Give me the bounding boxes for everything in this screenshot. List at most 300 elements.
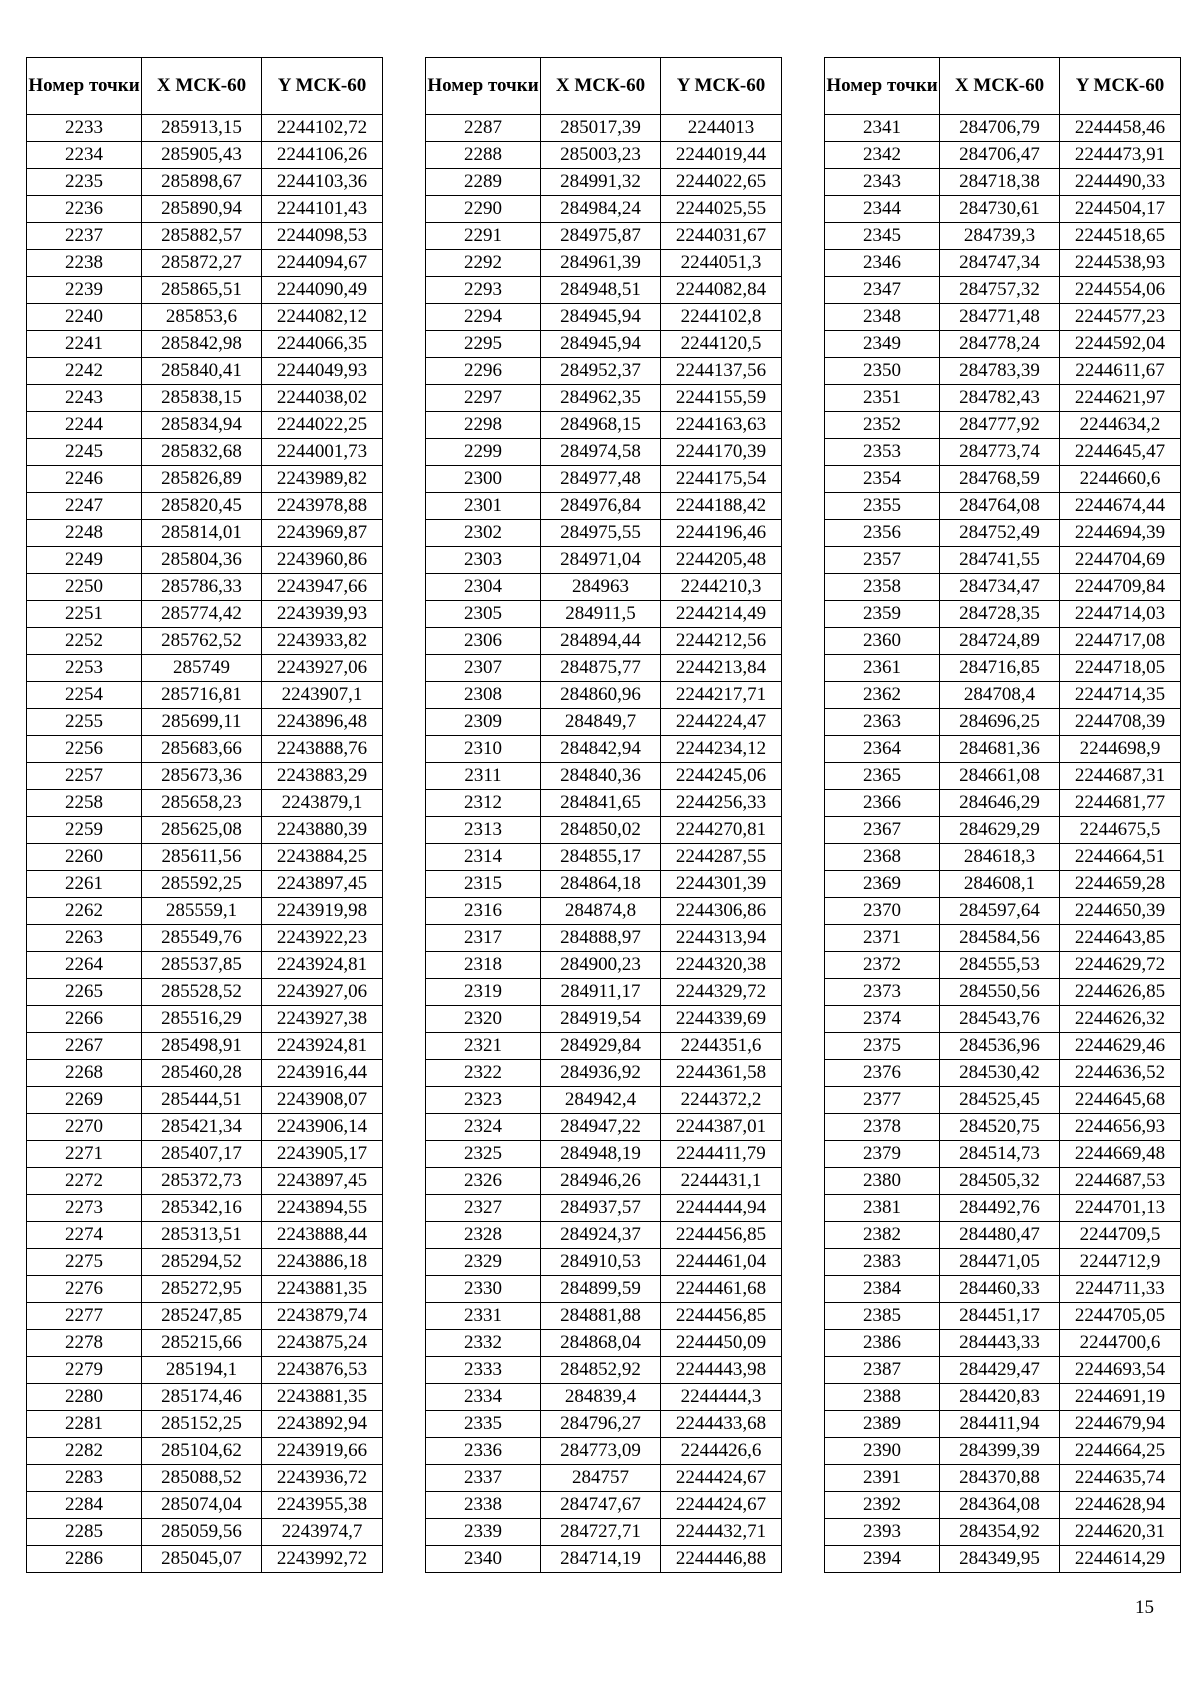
table-row [27, 493, 383, 520]
y-coordinate-cell: 2244628,94 [1060, 1492, 1181, 1519]
table-row [27, 736, 383, 763]
table-row [426, 1438, 782, 1465]
coordinate-table-2 [425, 57, 782, 1573]
y-coordinate-cell: 2244700,6 [1060, 1330, 1181, 1357]
table-row [426, 601, 782, 628]
point-number-cell: 2359 [825, 601, 940, 628]
table-row [825, 493, 1181, 520]
x-coordinate-cell: 285421,34 [142, 1114, 262, 1141]
table-row [825, 520, 1181, 547]
y-coordinate-cell: 2244643,85 [1060, 925, 1181, 952]
y-coordinate-cell: 2244714,03 [1060, 601, 1181, 628]
x-coordinate-cell: 284888,97 [541, 925, 661, 952]
y-coordinate-cell: 2244709,84 [1060, 574, 1181, 601]
x-coordinate-cell: 284629,29 [940, 817, 1060, 844]
x-coordinate-cell: 285313,51 [142, 1222, 262, 1249]
table-row [426, 790, 782, 817]
point-number-cell: 2370 [825, 898, 940, 925]
point-number-cell: 2297 [426, 385, 541, 412]
y-coordinate-cell: 2244456,85 [661, 1303, 782, 1330]
y-coordinate-cell: 2244001,73 [262, 439, 383, 466]
table-row [825, 709, 1181, 736]
x-coordinate-cell: 284936,92 [541, 1060, 661, 1087]
point-number-cell: 2237 [27, 223, 142, 250]
y-coordinate-cell: 2244098,53 [262, 223, 383, 250]
table-row [426, 304, 782, 331]
y-coordinate-cell: 2243886,18 [262, 1249, 383, 1276]
table-row [27, 1411, 383, 1438]
y-coordinate-cell: 2244101,43 [262, 196, 383, 223]
x-coordinate-cell: 284608,1 [940, 871, 1060, 898]
table-body [825, 115, 1181, 1573]
table-row [825, 1114, 1181, 1141]
point-number-cell: 2357 [825, 547, 940, 574]
x-coordinate-cell: 285814,01 [142, 520, 262, 547]
table-row [825, 628, 1181, 655]
table-row [825, 412, 1181, 439]
point-number-cell: 2264 [27, 952, 142, 979]
y-coordinate-cell: 2244538,93 [1060, 250, 1181, 277]
table-row [27, 1195, 383, 1222]
x-coordinate-cell: 284741,55 [940, 547, 1060, 574]
y-coordinate-cell: 2243947,66 [262, 574, 383, 601]
table-row [27, 304, 383, 331]
x-coordinate-cell: 284354,92 [940, 1519, 1060, 1546]
point-number-cell: 2267 [27, 1033, 142, 1060]
y-coordinate-cell: 2244674,44 [1060, 493, 1181, 520]
table-row [27, 1357, 383, 1384]
table-row [27, 142, 383, 169]
x-coordinate-cell: 284706,79 [940, 115, 1060, 142]
y-coordinate-cell: 2244461,68 [661, 1276, 782, 1303]
y-coordinate-cell: 2244645,68 [1060, 1087, 1181, 1114]
y-coordinate-cell: 2243883,29 [262, 763, 383, 790]
point-number-cell: 2280 [27, 1384, 142, 1411]
y-coordinate-cell: 2244664,51 [1060, 844, 1181, 871]
table-row [27, 520, 383, 547]
y-coordinate-cell: 2244461,04 [661, 1249, 782, 1276]
point-number-cell: 2263 [27, 925, 142, 952]
y-coordinate-cell: 2244214,49 [661, 601, 782, 628]
point-number-cell: 2336 [426, 1438, 541, 1465]
table-row [426, 1006, 782, 1033]
x-coordinate-cell: 284451,17 [940, 1303, 1060, 1330]
y-coordinate-cell: 2244411,79 [661, 1141, 782, 1168]
table-row [426, 439, 782, 466]
table-row [27, 169, 383, 196]
table-row [426, 1033, 782, 1060]
point-number-cell: 2331 [426, 1303, 541, 1330]
table-row [825, 358, 1181, 385]
point-number-cell: 2300 [426, 466, 541, 493]
point-number-cell: 2262 [27, 898, 142, 925]
y-coordinate-cell: 2243897,45 [262, 871, 383, 898]
point-number-cell: 2307 [426, 655, 541, 682]
x-coordinate-cell: 285762,52 [142, 628, 262, 655]
point-number-cell: 2392 [825, 1492, 940, 1519]
point-number-cell: 2304 [426, 574, 541, 601]
x-coordinate-cell: 285882,57 [142, 223, 262, 250]
table-row [27, 358, 383, 385]
table-row [27, 1060, 383, 1087]
table-row [426, 979, 782, 1006]
point-number-cell: 2290 [426, 196, 541, 223]
point-number-cell: 2234 [27, 142, 142, 169]
y-coordinate-cell: 2243989,82 [262, 466, 383, 493]
x-coordinate-cell: 284796,27 [541, 1411, 661, 1438]
point-number-cell: 2265 [27, 979, 142, 1006]
point-number-cell: 2305 [426, 601, 541, 628]
point-number-cell: 2293 [426, 277, 541, 304]
point-number-cell: 2383 [825, 1249, 940, 1276]
point-number-cell: 2316 [426, 898, 541, 925]
y-coordinate-cell: 2244659,28 [1060, 871, 1181, 898]
y-coordinate-cell: 2244698,9 [1060, 736, 1181, 763]
x-coordinate-cell: 284681,36 [940, 736, 1060, 763]
point-number-cell: 2308 [426, 682, 541, 709]
x-coordinate-cell: 284618,3 [940, 844, 1060, 871]
table-row [27, 871, 383, 898]
table-row [825, 952, 1181, 979]
header-point-number: Номер точки [825, 58, 940, 115]
point-number-cell: 2295 [426, 331, 541, 358]
y-coordinate-cell: 2244213,84 [661, 655, 782, 682]
y-coordinate-cell: 2244022,25 [262, 412, 383, 439]
point-number-cell: 2286 [27, 1546, 142, 1573]
x-coordinate-cell: 284514,73 [940, 1141, 1060, 1168]
table-row [825, 925, 1181, 952]
point-number-cell: 2361 [825, 655, 940, 682]
y-coordinate-cell: 2244424,67 [661, 1465, 782, 1492]
x-coordinate-cell: 284968,15 [541, 412, 661, 439]
y-coordinate-cell: 2244051,3 [661, 250, 782, 277]
y-coordinate-cell: 2244102,72 [262, 115, 383, 142]
table-row [825, 1033, 1181, 1060]
point-number-cell: 2299 [426, 439, 541, 466]
y-coordinate-cell: 2244675,5 [1060, 817, 1181, 844]
x-coordinate-cell: 285716,81 [142, 682, 262, 709]
table-row [825, 844, 1181, 871]
y-coordinate-cell: 2244287,55 [661, 844, 782, 871]
table-row [426, 1060, 782, 1087]
point-number-cell: 2318 [426, 952, 541, 979]
table-row [825, 250, 1181, 277]
x-coordinate-cell: 285890,94 [142, 196, 262, 223]
point-number-cell: 2358 [825, 574, 940, 601]
x-coordinate-cell: 285407,17 [142, 1141, 262, 1168]
x-coordinate-cell: 285444,51 [142, 1087, 262, 1114]
table-row [27, 601, 383, 628]
x-coordinate-cell: 285272,95 [142, 1276, 262, 1303]
x-coordinate-cell: 284864,18 [541, 871, 661, 898]
table-body [426, 115, 782, 1573]
point-number-cell: 2235 [27, 169, 142, 196]
table-row [825, 1330, 1181, 1357]
x-coordinate-cell: 285834,94 [142, 412, 262, 439]
x-coordinate-cell: 285865,51 [142, 277, 262, 304]
point-number-cell: 2391 [825, 1465, 940, 1492]
y-coordinate-cell: 2244245,06 [661, 763, 782, 790]
table-row [426, 142, 782, 169]
y-coordinate-cell: 2243933,82 [262, 628, 383, 655]
table-row [426, 898, 782, 925]
x-coordinate-cell: 284530,42 [940, 1060, 1060, 1087]
y-coordinate-cell: 2244718,05 [1060, 655, 1181, 682]
table-row [27, 547, 383, 574]
y-coordinate-cell: 2243919,98 [262, 898, 383, 925]
table-row [426, 1087, 782, 1114]
table-row [27, 1519, 383, 1546]
x-coordinate-cell: 284708,4 [940, 682, 1060, 709]
y-coordinate-cell: 2244444,3 [661, 1384, 782, 1411]
table-row [426, 1330, 782, 1357]
table-row [27, 1249, 383, 1276]
y-coordinate-cell: 2244681,77 [1060, 790, 1181, 817]
table-row [825, 1222, 1181, 1249]
x-coordinate-cell: 284584,56 [940, 925, 1060, 952]
y-coordinate-cell: 2243894,55 [262, 1195, 383, 1222]
point-number-cell: 2382 [825, 1222, 940, 1249]
x-coordinate-cell: 285832,68 [142, 439, 262, 466]
x-coordinate-cell: 284855,17 [541, 844, 661, 871]
x-coordinate-cell: 284881,88 [541, 1303, 661, 1330]
header-x-coordinate: X МСК-60 [541, 58, 661, 115]
table-row [426, 1303, 782, 1330]
y-coordinate-cell: 2244049,93 [262, 358, 383, 385]
y-coordinate-cell: 2243960,86 [262, 547, 383, 574]
x-coordinate-cell: 284948,19 [541, 1141, 661, 1168]
y-coordinate-cell: 2244339,69 [661, 1006, 782, 1033]
table-row [426, 169, 782, 196]
x-coordinate-cell: 284460,33 [940, 1276, 1060, 1303]
table-row [27, 277, 383, 304]
header-y-coordinate: Y МСК-60 [262, 58, 383, 115]
point-number-cell: 2248 [27, 520, 142, 547]
point-number-cell: 2324 [426, 1114, 541, 1141]
y-coordinate-cell: 2244687,31 [1060, 763, 1181, 790]
y-coordinate-cell: 2244717,08 [1060, 628, 1181, 655]
x-coordinate-cell: 285528,52 [142, 979, 262, 1006]
x-coordinate-cell: 285460,28 [142, 1060, 262, 1087]
x-coordinate-cell: 284471,05 [940, 1249, 1060, 1276]
y-coordinate-cell: 2244450,09 [661, 1330, 782, 1357]
point-number-cell: 2249 [27, 547, 142, 574]
y-coordinate-cell: 2244320,38 [661, 952, 782, 979]
table-row [426, 493, 782, 520]
table-row [825, 547, 1181, 574]
y-coordinate-cell: 2243876,53 [262, 1357, 383, 1384]
table-row [27, 925, 383, 952]
x-coordinate-cell: 284747,67 [541, 1492, 661, 1519]
table-row [426, 736, 782, 763]
x-coordinate-cell: 284492,76 [940, 1195, 1060, 1222]
y-coordinate-cell: 2244372,2 [661, 1087, 782, 1114]
y-coordinate-cell: 2243888,44 [262, 1222, 383, 1249]
table-row [825, 817, 1181, 844]
point-number-cell: 2294 [426, 304, 541, 331]
x-coordinate-cell: 284443,33 [940, 1330, 1060, 1357]
y-coordinate-cell: 2243907,1 [262, 682, 383, 709]
y-coordinate-cell: 2244306,86 [661, 898, 782, 925]
y-coordinate-cell: 2244669,48 [1060, 1141, 1181, 1168]
table-row [426, 1384, 782, 1411]
x-coordinate-cell: 285611,56 [142, 844, 262, 871]
table-body [27, 115, 383, 1573]
point-number-cell: 2238 [27, 250, 142, 277]
y-coordinate-cell: 2244705,05 [1060, 1303, 1181, 1330]
point-number-cell: 2257 [27, 763, 142, 790]
x-coordinate-cell: 284724,89 [940, 628, 1060, 655]
x-coordinate-cell: 285786,33 [142, 574, 262, 601]
x-coordinate-cell: 285294,52 [142, 1249, 262, 1276]
x-coordinate-cell: 284349,95 [940, 1546, 1060, 1573]
table-row [426, 547, 782, 574]
table-row [27, 1087, 383, 1114]
point-number-cell: 2259 [27, 817, 142, 844]
x-coordinate-cell: 284728,35 [940, 601, 1060, 628]
point-number-cell: 2236 [27, 196, 142, 223]
point-number-cell: 2245 [27, 439, 142, 466]
table-row [426, 1357, 782, 1384]
table-row [825, 223, 1181, 250]
point-number-cell: 2349 [825, 331, 940, 358]
table-row [426, 520, 782, 547]
table-row [825, 790, 1181, 817]
point-number-cell: 2343 [825, 169, 940, 196]
x-coordinate-cell: 285853,6 [142, 304, 262, 331]
y-coordinate-cell: 2244634,2 [1060, 412, 1181, 439]
point-number-cell: 2319 [426, 979, 541, 1006]
y-coordinate-cell: 2244137,56 [661, 358, 782, 385]
y-coordinate-cell: 2244019,44 [661, 142, 782, 169]
point-number-cell: 2373 [825, 979, 940, 1006]
x-coordinate-cell: 285872,27 [142, 250, 262, 277]
x-coordinate-cell: 285559,1 [142, 898, 262, 925]
point-number-cell: 2351 [825, 385, 940, 412]
x-coordinate-cell: 284727,71 [541, 1519, 661, 1546]
x-coordinate-cell: 284752,49 [940, 520, 1060, 547]
x-coordinate-cell: 284505,32 [940, 1168, 1060, 1195]
point-number-cell: 2372 [825, 952, 940, 979]
y-coordinate-cell: 2243936,72 [262, 1465, 383, 1492]
table-row [825, 1087, 1181, 1114]
table-row [426, 628, 782, 655]
point-number-cell: 2371 [825, 925, 940, 952]
point-number-cell: 2329 [426, 1249, 541, 1276]
x-coordinate-cell: 284948,51 [541, 277, 661, 304]
point-number-cell: 2258 [27, 790, 142, 817]
table-row [825, 142, 1181, 169]
coordinate-table-3 [824, 57, 1181, 1573]
y-coordinate-cell: 2244446,88 [661, 1546, 782, 1573]
y-coordinate-cell: 2244234,12 [661, 736, 782, 763]
point-number-cell: 2394 [825, 1546, 940, 1573]
coordinate-table-1 [26, 57, 383, 1573]
y-coordinate-cell: 2244626,85 [1060, 979, 1181, 1006]
point-number-cell: 2327 [426, 1195, 541, 1222]
point-number-cell: 2256 [27, 736, 142, 763]
point-number-cell: 2378 [825, 1114, 940, 1141]
x-coordinate-cell: 284911,5 [541, 601, 661, 628]
y-coordinate-cell: 2243881,35 [262, 1276, 383, 1303]
table-row [426, 1222, 782, 1249]
x-coordinate-cell: 284924,37 [541, 1222, 661, 1249]
x-coordinate-cell: 284364,08 [940, 1492, 1060, 1519]
x-coordinate-cell: 284480,47 [940, 1222, 1060, 1249]
x-coordinate-cell: 284646,29 [940, 790, 1060, 817]
x-coordinate-cell: 285152,25 [142, 1411, 262, 1438]
point-number-cell: 2386 [825, 1330, 940, 1357]
table-row [426, 871, 782, 898]
x-coordinate-cell: 285820,45 [142, 493, 262, 520]
table-row [426, 331, 782, 358]
table-row [27, 1330, 383, 1357]
x-coordinate-cell: 284773,09 [541, 1438, 661, 1465]
y-coordinate-cell: 2244196,46 [661, 520, 782, 547]
x-coordinate-cell: 284730,61 [940, 196, 1060, 223]
table-row [27, 196, 383, 223]
y-coordinate-cell: 2244094,67 [262, 250, 383, 277]
y-coordinate-cell: 2244629,72 [1060, 952, 1181, 979]
y-coordinate-cell: 2243978,88 [262, 493, 383, 520]
point-number-cell: 2387 [825, 1357, 940, 1384]
y-coordinate-cell: 2244629,46 [1060, 1033, 1181, 1060]
point-number-cell: 2321 [426, 1033, 541, 1060]
table-row [426, 844, 782, 871]
x-coordinate-cell: 284773,74 [940, 439, 1060, 466]
point-number-cell: 2254 [27, 682, 142, 709]
table-row [825, 1519, 1181, 1546]
point-number-cell: 2325 [426, 1141, 541, 1168]
x-coordinate-cell: 285913,15 [142, 115, 262, 142]
table-row [27, 574, 383, 601]
point-number-cell: 2376 [825, 1060, 940, 1087]
table-row [426, 277, 782, 304]
y-coordinate-cell: 2244614,29 [1060, 1546, 1181, 1573]
table-row [825, 331, 1181, 358]
table-row [825, 1060, 1181, 1087]
x-coordinate-cell: 285516,29 [142, 1006, 262, 1033]
table-header-row [426, 58, 782, 115]
x-coordinate-cell: 284782,43 [940, 385, 1060, 412]
y-coordinate-cell: 2243927,06 [262, 655, 383, 682]
table-row [426, 1492, 782, 1519]
table-row [27, 1465, 383, 1492]
x-coordinate-cell: 284714,19 [541, 1546, 661, 1573]
point-number-cell: 2350 [825, 358, 940, 385]
table-row [825, 169, 1181, 196]
point-number-cell: 2296 [426, 358, 541, 385]
table-row [825, 655, 1181, 682]
point-number-cell: 2309 [426, 709, 541, 736]
y-coordinate-cell: 2243905,17 [262, 1141, 383, 1168]
page-number: 15 [1135, 1597, 1154, 1618]
table-row [825, 1141, 1181, 1168]
point-number-cell: 2338 [426, 1492, 541, 1519]
y-coordinate-cell: 2244256,33 [661, 790, 782, 817]
x-coordinate-cell: 284718,38 [940, 169, 1060, 196]
point-number-cell: 2377 [825, 1087, 940, 1114]
table-row [825, 1384, 1181, 1411]
point-number-cell: 2274 [27, 1222, 142, 1249]
point-number-cell: 2282 [27, 1438, 142, 1465]
table-row [426, 1465, 782, 1492]
y-coordinate-cell: 2244175,54 [661, 466, 782, 493]
point-number-cell: 2242 [27, 358, 142, 385]
y-coordinate-cell: 2243939,93 [262, 601, 383, 628]
x-coordinate-cell: 284963 [541, 574, 661, 601]
x-coordinate-cell: 285088,52 [142, 1465, 262, 1492]
